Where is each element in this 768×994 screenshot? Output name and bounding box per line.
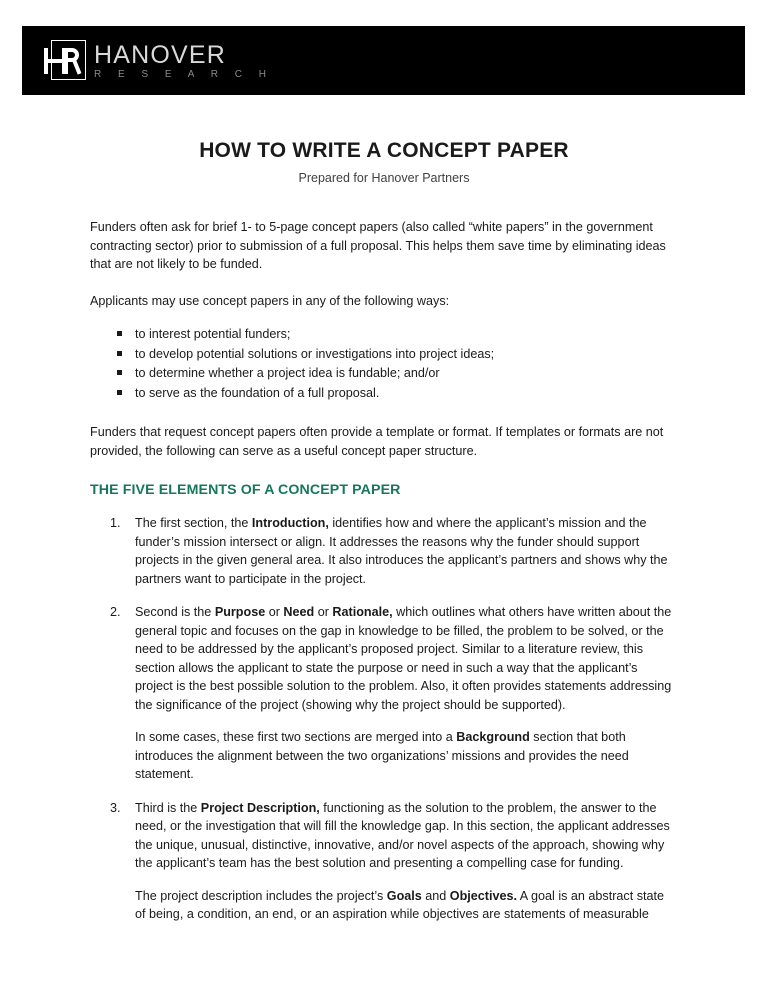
emphasis-text: Background xyxy=(456,730,530,744)
element-item-1 xyxy=(110,514,678,588)
text-run: Second is the xyxy=(135,605,215,619)
element-item-2 xyxy=(110,603,678,784)
document-body xyxy=(0,95,768,924)
list-item xyxy=(117,364,678,383)
paragraph xyxy=(135,603,678,714)
paragraph xyxy=(135,799,678,873)
list-item-label: to determine whether a project idea is fundable; and/or xyxy=(135,366,440,380)
paragraph xyxy=(135,728,678,784)
text-run: In some cases, these first two sections are merged into a xyxy=(135,730,457,744)
section-heading: THE FIVE ELEMENTS OF A CONCEPT PAPER xyxy=(90,482,401,498)
emphasis-text: Goals xyxy=(386,888,422,903)
text-run: functioning as the solution to the problem, the answer to the need, or the investigation that will fill the knowledge gap. In this section, the applicant addresses the unique, unusual, distinctive, innovative, and/or novel aspects of the approach, showing why the applicant’s team has the best solution and presenting a compelling case for funding. xyxy=(135,800,670,870)
text-run: The project description includes the project’s xyxy=(135,888,387,903)
document-content xyxy=(0,185,768,924)
masthead-banner xyxy=(22,26,745,95)
element-number: 3. xyxy=(110,800,121,815)
emphasis-text: Introduction, xyxy=(251,516,329,530)
list-item-label: to serve as the foundation of a full proposal. xyxy=(135,385,380,400)
square-bullet-icon xyxy=(117,370,122,375)
list-item-label: to develop potential solutions or investigations into project ideas; xyxy=(135,346,495,361)
text-run: or xyxy=(314,605,333,619)
intro-paragraph: Funders often ask for brief 1- to 5-page concept papers (also called “white papers” in the government contracting sector) prior to submission of a full proposal. This helps them save time by eliminating ideas that are not likely to be funded. xyxy=(90,220,666,271)
emphasis-text: Need xyxy=(283,605,315,619)
list-item xyxy=(117,384,678,403)
text-run: identifies how and where the applicant’s mission and the funder’s mission intersect or align. It addresses the reasons why the funder should support projects in the given general area. It also introduces the applicant’s partners and shows why the partners want to participate in the project. xyxy=(135,516,668,586)
five-elements-list xyxy=(90,514,678,924)
text-run: Third is the xyxy=(135,800,201,815)
emphasis-text: Project Description, xyxy=(200,800,320,815)
hanover-research-logo xyxy=(42,38,273,84)
text-run: A goal is an abstract state of being, a condition, an end, or an aspiration while objectives are statements of measurable xyxy=(135,888,665,921)
logo-primary-text: HANOVER xyxy=(94,40,227,69)
square-bullet-icon xyxy=(117,351,122,356)
emphasis-text: Purpose xyxy=(214,605,266,619)
square-bullet-icon xyxy=(117,390,122,395)
text-run: The first section, the xyxy=(135,516,252,530)
element-number: 2. xyxy=(110,605,121,619)
element-spacer xyxy=(110,784,678,799)
text-run: which outlines what others have written about the general topic and focuses on the gap in knowledge to be filled, the problem to be solved, or the need to be addressed by the applicant’s proposed project. Similar to a literature review, this section allows the applicant to state the purpose or need in such a way that the applicant’s project is the best possible solution to the problem. Also, it often provides statements addressing the significance of the project (showing why the project should be supported). xyxy=(135,605,672,712)
text-run: or xyxy=(265,605,284,619)
logo-wordmark xyxy=(94,40,273,80)
list-item-label: to interest potential funders; xyxy=(135,327,291,341)
paragraph xyxy=(135,887,678,924)
text-run: section that both introduces the alignment between the two organizations’ missions and provides the need statement. xyxy=(135,730,629,781)
emphasis-text: Rationale, xyxy=(332,605,393,619)
uses-lead-in: Applicants may use concept papers in any of the following ways: xyxy=(90,293,450,308)
element-body xyxy=(135,603,678,784)
paragraph xyxy=(135,514,678,588)
page-subtitle: Prepared for Hanover Partners xyxy=(298,171,470,185)
element-item-3 xyxy=(110,799,678,924)
hr-monogram-icon xyxy=(42,39,88,83)
element-number: 1. xyxy=(110,516,121,530)
element-body xyxy=(135,514,678,588)
template-paragraph: Funders that request concept papers often provide a template or format. If templates or formats are not provided, the following can serve as a useful concept paper structure. xyxy=(90,425,664,458)
list-item xyxy=(117,345,678,364)
page-title: HOW TO WRITE A CONCEPT PAPER xyxy=(199,139,569,162)
emphasis-text: Objectives. xyxy=(449,888,517,903)
square-bullet-icon xyxy=(117,331,122,336)
logo-secondary-text: R E S E A R C H xyxy=(94,68,273,80)
list-item xyxy=(117,325,678,344)
element-spacer xyxy=(110,588,678,603)
text-run: and xyxy=(421,888,450,903)
concept-paper-uses-list xyxy=(90,325,678,402)
element-body xyxy=(135,799,678,924)
